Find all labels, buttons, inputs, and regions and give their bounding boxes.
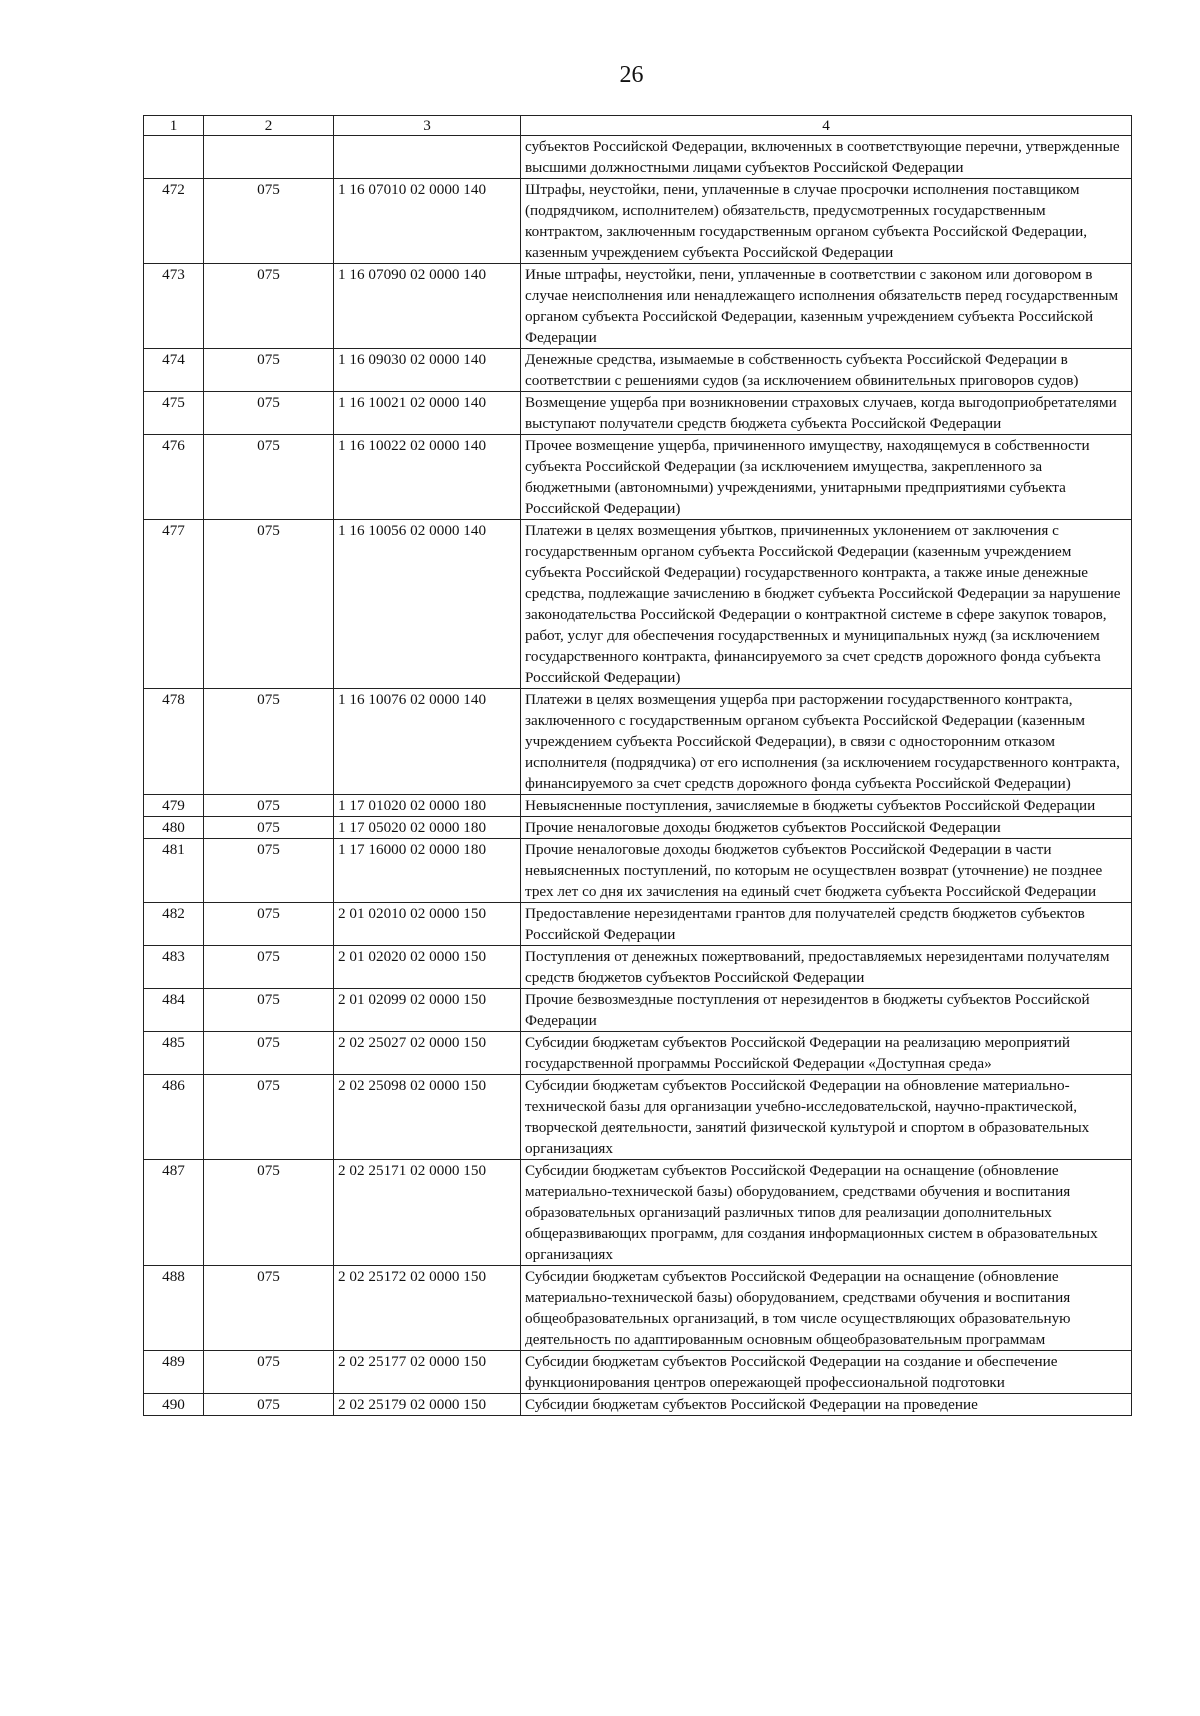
budget-code-cell: 2 01 02010 02 0000 150 [334,903,521,946]
budget-code-cell: 2 02 25027 02 0000 150 [334,1032,521,1075]
table-row [144,689,1132,795]
row-number-cell: 486 [144,1075,204,1160]
budget-code-cell: 1 17 01020 02 0000 180 [334,795,521,817]
admin-code-cell: 075 [204,1351,334,1394]
row-number-cell: 489 [144,1351,204,1394]
budget-code-cell: 1 16 10022 02 0000 140 [334,435,521,520]
admin-code-cell: 075 [204,903,334,946]
row-number-cell: 473 [144,264,204,349]
description-cell: Субсидии бюджетам субъектов Российской Федерации на проведение [521,1394,1132,1416]
row-number-cell: 485 [144,1032,204,1075]
admin-code-cell: 075 [204,1032,334,1075]
table-row [144,264,1132,349]
budget-code-cell [334,136,521,179]
admin-code-cell: 075 [204,839,334,903]
admin-code-cell: 075 [204,392,334,435]
budget-codes-table [143,115,1132,1416]
header-row [144,116,1132,136]
description-cell: Поступления от денежных пожертвований, предоставляемых нерезидентами получателям средств бюджетов субъектов Российской Федерации [521,946,1132,989]
description-cell: Субсидии бюджетам субъектов Российской Федерации на создание и обеспечение функционирования центров опережающей профессиональной подготовки [521,1351,1132,1394]
row-number-cell: 472 [144,179,204,264]
table-row [144,1160,1132,1266]
description-cell: субъектов Российской Федерации, включенных в соответствующие перечни, утвержденные высшими должностными лицами субъектов Российской Федерации [521,136,1132,179]
description-cell: Платежи в целях возмещения убытков, причиненных уклонением от заключения с государственным органом субъекта Российской Федерации (казенным учреждением субъекта Российской Федерации) государственного контракта, а также иные денежные средства, подлежащие зачислению в бюджет субъекта Российской Федерации за нарушение законодательства Российской Федерации о контрактной системе в сфере закупок товаров, работ, услуг для обеспечения государственных и муниципальных нужд (за исключением государственного контракта, финансируемого за счет средств дорожного фонда субъекта Российской Федерации) [521,520,1132,689]
description-cell: Возмещение ущерба при возникновении страховых случаев, когда выгодоприобретателями выступают получатели средств бюджета субъекта Российской Федерации [521,392,1132,435]
budget-code-cell: 2 02 25172 02 0000 150 [334,1266,521,1351]
admin-code-cell: 075 [204,435,334,520]
table-row [144,1394,1132,1416]
row-number-cell: 484 [144,989,204,1032]
budget-code-cell: 1 16 07090 02 0000 140 [334,264,521,349]
admin-code-cell: 075 [204,264,334,349]
table-row [144,817,1132,839]
admin-code-cell: 075 [204,1160,334,1266]
description-cell: Штрафы, неустойки, пени, уплаченные в случае просрочки исполнения поставщиком (подрядчиком, исполнителем) обязательств, предусмотренных государственным контрактом, заключенным государственным органом субъекта Российской Федерации, казенным учреждением субъекта Российской Федерации [521,179,1132,264]
budget-code-cell: 2 02 25179 02 0000 150 [334,1394,521,1416]
description-cell: Иные штрафы, неустойки, пени, уплаченные в соответствии с законом или договором в случае неисполнения или ненадлежащего исполнения обязательств перед государственным органом субъекта Российской Федерации, казенным учреждением субъекта Российской Федерации [521,264,1132,349]
description-cell: Субсидии бюджетам субъектов Российской Федерации на реализацию мероприятий государственной программы Российской Федерации «Доступная среда» [521,1032,1132,1075]
row-number-cell: 487 [144,1160,204,1266]
header-col-3: 3 [334,116,521,136]
row-number-cell: 476 [144,435,204,520]
budget-code-cell: 1 16 09030 02 0000 140 [334,349,521,392]
table-row [144,1266,1132,1351]
admin-code-cell: 075 [204,817,334,839]
description-cell: Субсидии бюджетам субъектов Российской Федерации на оснащение (обновление материально-технической базы) оборудованием, средствами обучения и воспитания образовательных организаций различных типов для реализации дополнительных общеразвивающих программ, для создания информационных систем в образовательных организациях [521,1160,1132,1266]
table-row [144,349,1132,392]
header-col-2: 2 [204,116,334,136]
row-number-cell [144,136,204,179]
description-cell: Предоставление нерезидентами грантов для получателей средств бюджетов субъектов Российской Федерации [521,903,1132,946]
budget-code-cell: 1 16 07010 02 0000 140 [334,179,521,264]
table-row [144,1075,1132,1160]
admin-code-cell: 075 [204,946,334,989]
row-number-cell: 478 [144,689,204,795]
budget-code-cell: 2 02 25177 02 0000 150 [334,1351,521,1394]
budget-code-cell: 1 17 16000 02 0000 180 [334,839,521,903]
admin-code-cell: 075 [204,795,334,817]
description-cell: Прочие неналоговые доходы бюджетов субъектов Российской Федерации [521,817,1132,839]
description-cell: Прочие неналоговые доходы бюджетов субъектов Российской Федерации в части невыясненных поступлений, по которым не осуществлен возврат (уточнение) не позднее трех лет со дня их зачисления на единый счет бюджета субъекта Российской Федерации [521,839,1132,903]
admin-code-cell: 075 [204,989,334,1032]
description-cell: Денежные средства, изымаемые в собственность субъекта Российской Федерации в соответствии с решениями судов (за исключением обвинительных приговоров судов) [521,349,1132,392]
budget-code-cell: 2 01 02020 02 0000 150 [334,946,521,989]
admin-code-cell: 075 [204,349,334,392]
description-cell: Прочее возмещение ущерба, причиненного имуществу, находящемуся в собственности субъекта Российской Федерации (за исключением имущества, закрепленного за бюджетными (автономными) учреждениями, унитарными предприятиями субъекта Российской Федерации) [521,435,1132,520]
budget-code-cell: 2 02 25098 02 0000 150 [334,1075,521,1160]
admin-code-cell: 075 [204,520,334,689]
description-cell: Субсидии бюджетам субъектов Российской Федерации на обновление материально-технической базы для организации учебно-исследовательской, научно-практической, творческой деятельности, занятий физической культурой и спортом в образовательных организациях [521,1075,1132,1160]
row-number-cell: 480 [144,817,204,839]
table-row [144,1032,1132,1075]
budget-code-cell: 1 16 10076 02 0000 140 [334,689,521,795]
budget-code-cell: 2 01 02099 02 0000 150 [334,989,521,1032]
description-cell: Платежи в целях возмещения ущерба при расторжении государственного контракта, заключенного с государственным органом субъекта Российской Федерации (казенным учреждением субъекта Российской Федерации), в связи с односторонним отказом исполнителя (подрядчика) от его исполнения (за исключением государственного контракта, финансируемого за счет средств дорожного фонда субъекта Российской Федерации) [521,689,1132,795]
row-number-cell: 483 [144,946,204,989]
table-row [144,1351,1132,1394]
table-row [144,136,1132,179]
table-body [144,116,1132,1416]
page-number: 26 [619,62,644,88]
row-number-cell: 474 [144,349,204,392]
table-row [144,795,1132,817]
header-col-4: 4 [521,116,1132,136]
admin-code-cell: 075 [204,1266,334,1351]
table-row [144,839,1132,903]
row-number-cell: 481 [144,839,204,903]
header-col-1: 1 [144,116,204,136]
row-number-cell: 482 [144,903,204,946]
row-number-cell: 479 [144,795,204,817]
table-row [144,903,1132,946]
table-row [144,392,1132,435]
admin-code-cell: 075 [204,689,334,795]
row-number-cell: 488 [144,1266,204,1351]
budget-code-cell: 1 16 10021 02 0000 140 [334,392,521,435]
description-cell: Невыясненные поступления, зачисляемые в бюджеты субъектов Российской Федерации [521,795,1132,817]
budget-code-cell: 1 16 10056 02 0000 140 [334,520,521,689]
budget-code-cell: 1 17 05020 02 0000 180 [334,817,521,839]
table-row [144,179,1132,264]
admin-code-cell [204,136,334,179]
table-row [144,435,1132,520]
description-cell: Субсидии бюджетам субъектов Российской Федерации на оснащение (обновление материально-технической базы) оборудованием, средствами обучения и воспитания общеобразовательных организаций, в том числе осуществляющих образовательную деятельность по адаптированным основным общеобразовательным программам [521,1266,1132,1351]
budget-code-cell: 2 02 25171 02 0000 150 [334,1160,521,1266]
admin-code-cell: 075 [204,1075,334,1160]
admin-code-cell: 075 [204,179,334,264]
row-number-cell: 477 [144,520,204,689]
row-number-cell: 490 [144,1394,204,1416]
table-row [144,946,1132,989]
table-row [144,989,1132,1032]
table-row [144,520,1132,689]
row-number-cell: 475 [144,392,204,435]
admin-code-cell: 075 [204,1394,334,1416]
description-cell: Прочие безвозмездные поступления от нерезидентов в бюджеты субъектов Российской Федерации [521,989,1132,1032]
